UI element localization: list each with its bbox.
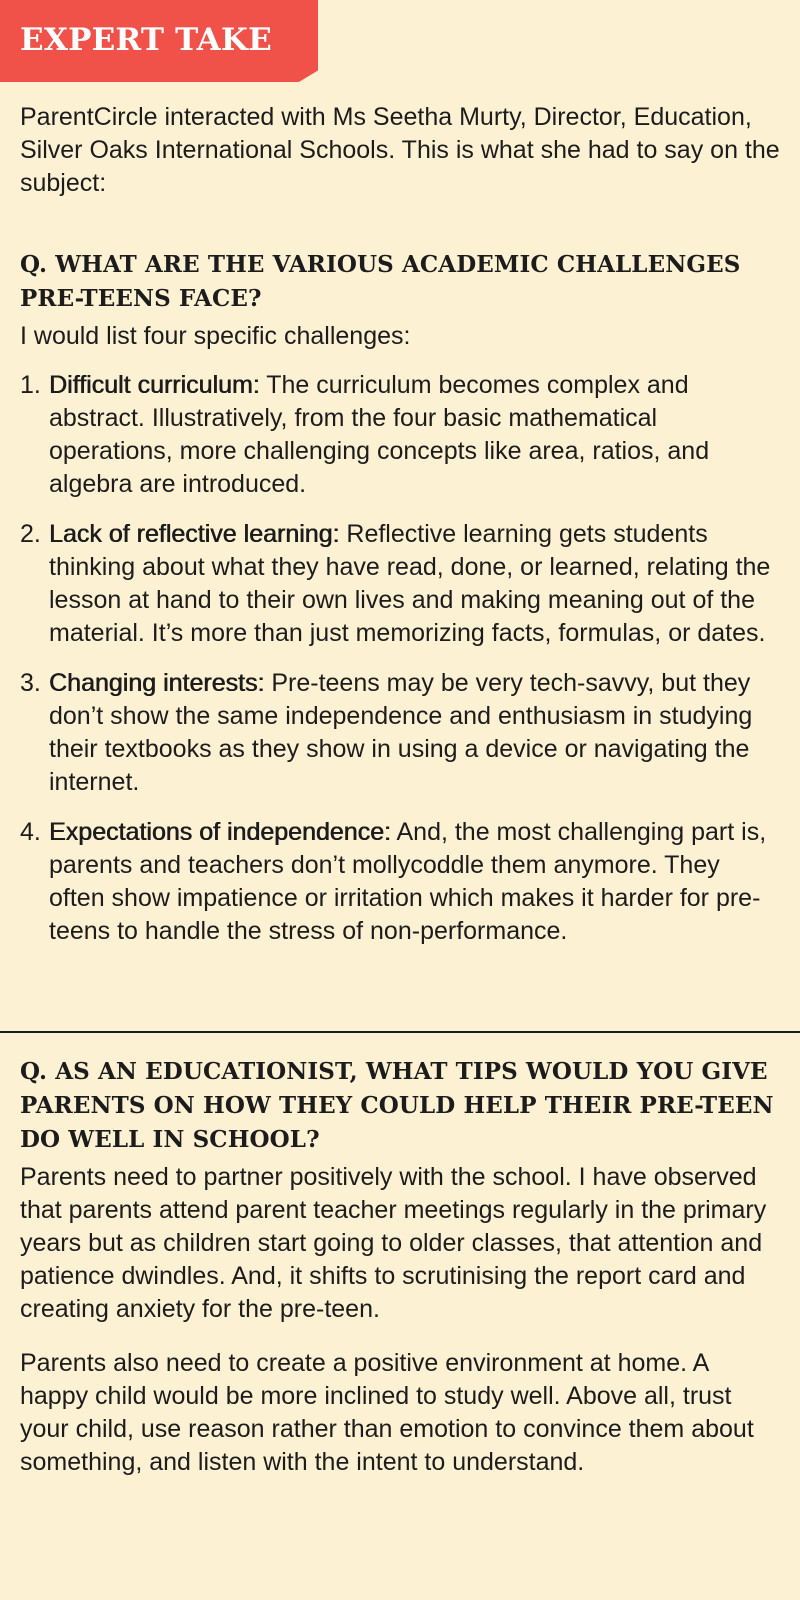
list-item <box>20 518 782 650</box>
list-item-number: 4. <box>20 818 41 846</box>
list-item-text: The curriculum becomes complex and abstract. Illustratively, from the four basic mathematical operations, more challenging concepts like area, ratios, and algebra are introduced. <box>49 371 710 498</box>
question-1-heading: Q. WHAT ARE THE VARIOUS ACADEMIC CHALLENGES PRE-TEENS FACE? <box>20 251 741 312</box>
challenges-list <box>20 369 782 948</box>
answer-paragraph-1: Parents need to partner positively with the school. I have observed that parents attend parent teacher meetings regularly in the primary years but as children start going to older classes, that attention and patience dwindles. And, it shifts to scrutinising the report card and creating anxiety for the pre-teen. <box>20 1163 767 1323</box>
list-item-number: 1. <box>20 371 41 399</box>
answer-paragraph-2: Parents also need to create a positive environment at home. A happy child would be more inclined to study well. Above all, trust your child, use reason rather than emotion to convince them about something, and listen with the intent to understand. <box>20 1349 754 1476</box>
intro-paragraph: ParentCircle interacted with Ms Seetha Murty, Director, Education, Silver Oaks International Schools. This is what she had to say on the subject: <box>20 103 780 197</box>
list-item-number: 3. <box>20 669 41 697</box>
section-q2 <box>20 1055 782 1500</box>
list-item-title: Difficult curriculum: <box>49 371 260 399</box>
section-q1 <box>20 101 782 965</box>
expert-take-label: EXPERT TAKE <box>20 22 272 58</box>
list-item-title: Expectations of independence: <box>49 818 391 846</box>
list-item-text: Reflective learning gets students thinking about what they have read, done, or learned, relating the lesson at hand to their own lives and making meaning out of the material. It’s more than just memorizing facts, formulas, or dates. <box>49 520 771 647</box>
list-item <box>20 369 782 501</box>
list-item-title: Lack of reflective learning: <box>49 520 340 548</box>
question-1-lead: I would list four specific challenges: <box>20 322 411 350</box>
list-item-text: And, the most challenging part is, parents and teachers don’t mollycoddle them anymore. They often show impatience or irritation which makes it harder for pre-teens to handle the stress of non-performance. <box>49 818 767 945</box>
list-item-number: 2. <box>20 520 41 548</box>
list-item <box>20 667 782 799</box>
question-2-heading: Q. AS AN EDUCATIONIST, WHAT TIPS WOULD YOU GIVE PARENTS ON HOW THEY COULD HELP THEIR PRE-TEEN DO WELL IN SCHOOL? <box>20 1058 774 1153</box>
list-item-title: Changing interests: <box>49 669 265 697</box>
list-item-text: Pre-teens may be very tech-savvy, but they don’t show the same independence and enthusiasm in studying their textbooks as they show in using a device or navigating the internet. <box>49 669 753 796</box>
list-item <box>20 816 782 948</box>
section-divider <box>0 1031 800 1033</box>
